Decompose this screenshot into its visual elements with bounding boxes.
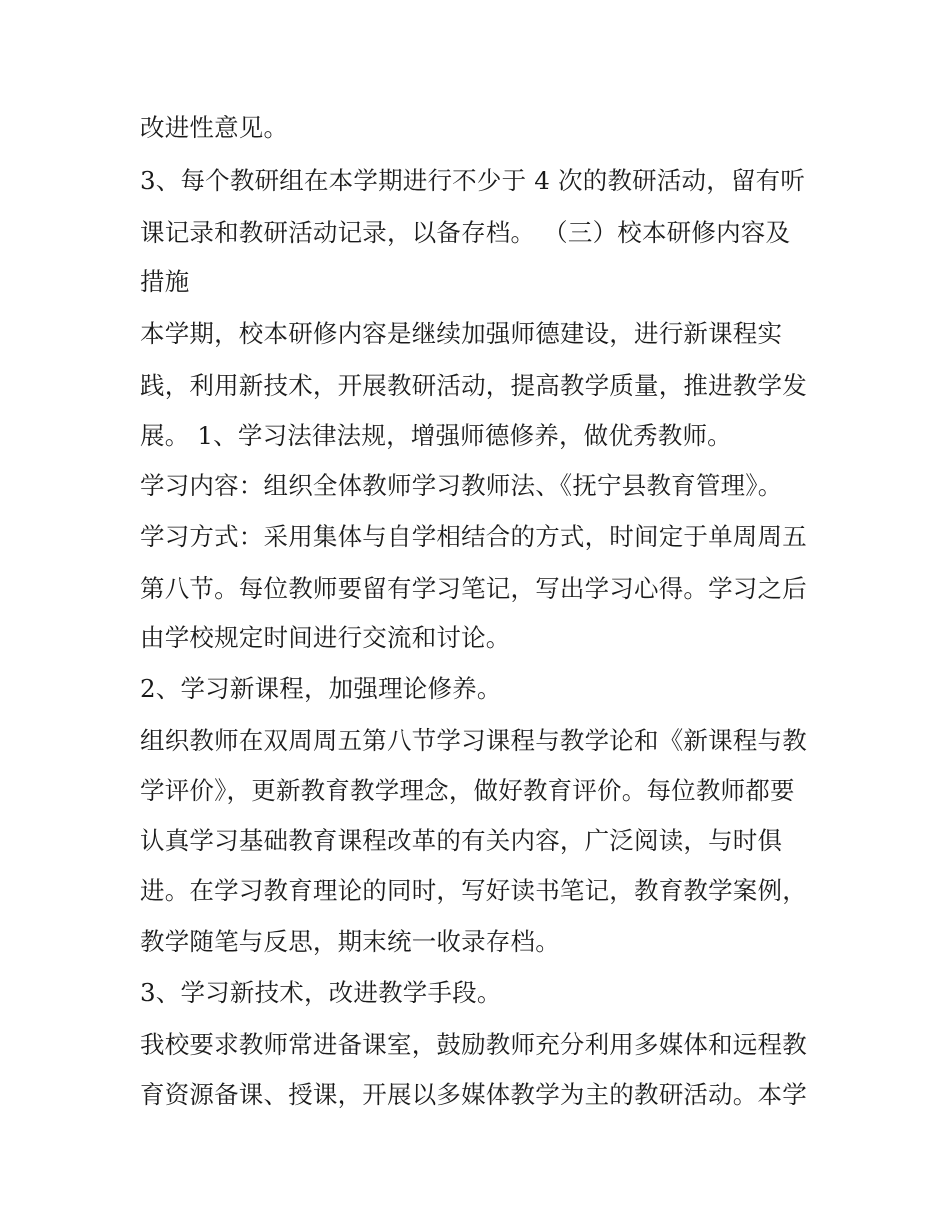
text-line: 2、学习新课程，加强理论修养。 xyxy=(140,674,502,703)
text-line: 课记录和教研活动记录，以备存档。 （三）校本研修内容及 xyxy=(140,218,791,247)
text-line: 第八节。每位教师要留有学习笔记，写出学习心得。学习之后 xyxy=(140,574,807,603)
text-line: 进。在学习教育理论的同时，写好读书笔记，教育教学案例， xyxy=(140,876,807,905)
text-line: 我校要求教师常进备课室，鼓励教师充分利用多媒体和远程教 xyxy=(140,1030,807,1059)
text-line: 育资源备课、授课，开展以多媒体教学为主的教研活动。本学 xyxy=(140,1080,807,1109)
text-line: 学习内容：组织全体教师学习教师法、《抚宁县教育管理》。 xyxy=(140,471,783,500)
text-line: 组织教师在双周周五第八节学习课程与教学论和《新课程与教 xyxy=(140,726,807,755)
text-line: 学习方式：采用集体与自学相结合的方式，时间定于单周周五 xyxy=(140,522,807,551)
text-line: 展。 1、学习法律法规，增强师德修养，做优秀教师。 xyxy=(140,421,732,450)
text-line: 措施 xyxy=(140,267,190,296)
text-line: 教学随笔与反思，期末统一收录存档。 xyxy=(140,927,560,956)
text-line: 改进性意见。 xyxy=(140,113,289,142)
text-line: 3、学习新技术，改进教学手段。 xyxy=(140,978,502,1007)
text-line: 践，利用新技术，开展教研活动，提高教学质量，推进教学发 xyxy=(140,371,807,400)
text-line: 3、每个教研组在本学期进行不少于 4 次的教研活动，留有听 xyxy=(140,166,806,195)
text-line: 本学期，校本研修内容是继续加强师德建设，进行新课程实 xyxy=(140,319,783,348)
text-line: 认真学习基础教育课程改革的有关内容，广泛阅读，与时俱 xyxy=(140,826,783,855)
text-line: 学评价》，更新教育教学理念，做好教育评价。每位教师都要 xyxy=(140,776,795,805)
text-line: 由学校规定时间进行交流和讨论。 xyxy=(140,623,511,652)
